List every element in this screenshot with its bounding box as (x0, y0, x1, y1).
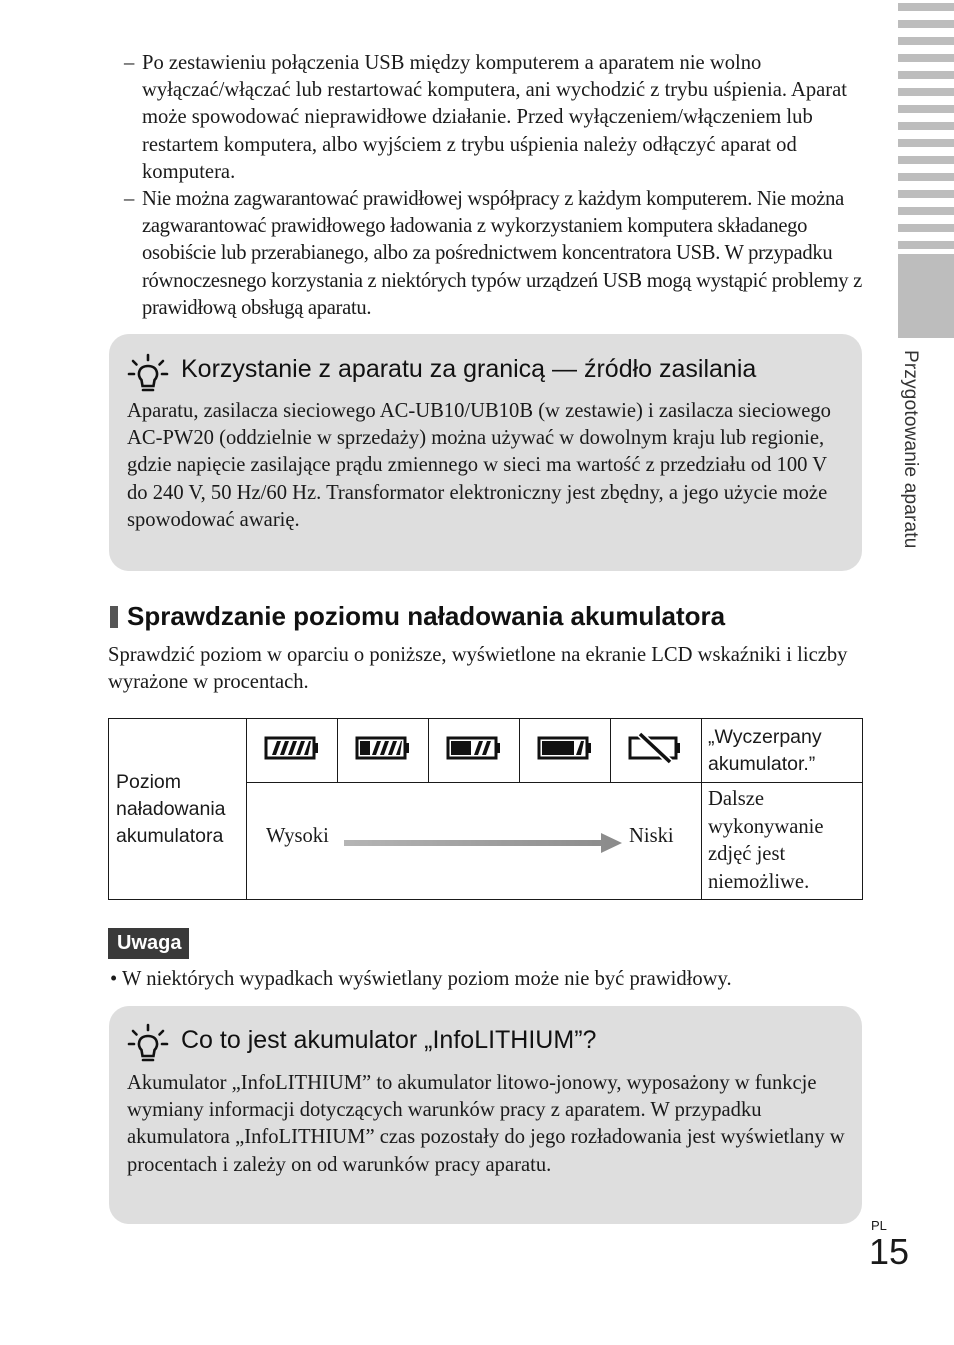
high-label: Wysoki (266, 825, 329, 847)
battery-empty-icon (611, 719, 702, 783)
tip-title: Korzystanie z aparatu za granicą — źródło zasilania (181, 355, 757, 383)
lightbulb-icon (127, 353, 169, 395)
heading-marker (110, 606, 118, 628)
arrow-right-icon (344, 832, 624, 854)
battery-high-icon (338, 719, 429, 783)
section-title: Sprawdzanie poziomu naładowania akumulatora (127, 601, 726, 631)
lightbulb-icon (127, 1023, 169, 1065)
section-intro: Sprawdzić poziom w oparciu o poniższe, wyświetlone na ekranie LCD wskaźniki i liczby wyrażone w procentach. (108, 644, 848, 694)
tip-title: Co to jest akumulator „InfoLITHIUM”? (181, 1026, 597, 1054)
level-scale (247, 783, 702, 900)
row-label: Poziom naładowania akumulatora (109, 719, 247, 900)
battery-level-table (108, 718, 863, 900)
side-tab-label: Przygotowanie aparatu (900, 350, 921, 549)
language-code: PL (871, 1218, 887, 1233)
side-tab-stripes (898, 0, 954, 338)
low-label: Niski (629, 825, 674, 847)
battery-medium-icon (429, 719, 520, 783)
note-badge: Uwaga (108, 928, 189, 959)
tip-body: Akumulator „InfoLITHIUM” to akumulator litowo-jonowy, wyposażony w funkcje wymiany informacji dotyczących warunków pracy z aparatem. W przypadku akumulatora „InfoLITHIUM” czas pozostały do jego rozładowania jest wyświetlany w procentach i zależy on od warunków pracy aparatu. (127, 1072, 845, 1176)
tip-box-power-abroad (109, 334, 862, 571)
tip-body: Aparatu, zasilacza sieciowego AC-UB10/UB10B (w zestawie) i zasilacza sieciowego AC-PW20 (oddzielnie w sprzedaży) można używać w dowolnym kraju lub regionie, gdzie napięcie zasilające prądu zmiennego w sieci ma wartość z przedziału od 100 V do 240 V, 50 Hz/60 Hz. Transformator elektroniczny jest zbędny, a jego użycie może spowodować awarię. (127, 400, 831, 531)
battery-full-icon (247, 719, 338, 783)
note-item: • W niektórych wypadkach wyświetlany poziom może nie być prawidłowy. (110, 968, 732, 990)
page-number: 15 (869, 1231, 910, 1272)
battery-low-icon (520, 719, 611, 783)
list-item: – Po zestawieniu połączenia USB między komputerem a aparatem nie wolno wyłączać/włączać lub restartować komputera, ani wychodzić z trybu uśpienia. Aparat może spowodować nieprawidłowe działanie. Przed wyłączeniem/włączeniem lub restartem komputera, albo wyjściem z trybu uśpienia należy odłączyć aparat od komputera. (124, 52, 848, 183)
no-shots-label: Dalsze wykonywanie zdjęć jest niemożliwe. (702, 783, 863, 900)
list-item: – Nie można zagwarantować prawidłowej współpracy z każdym komputerem. Nie można zagwarantować prawidłowego ładowania z wykorzystaniem komputera składanego osobiście lub przerabianego, albo za pośrednictwem koncentratora USB. W przypadku równoczesnego korzystania z niektórych typów urządzeń USB mogą wystąpić problemy z prawidłową obsługą aparatu. (124, 188, 862, 319)
tip-box-infolithium (109, 1006, 862, 1224)
exhausted-label: „Wyczerpany akumulator.” (702, 719, 863, 783)
